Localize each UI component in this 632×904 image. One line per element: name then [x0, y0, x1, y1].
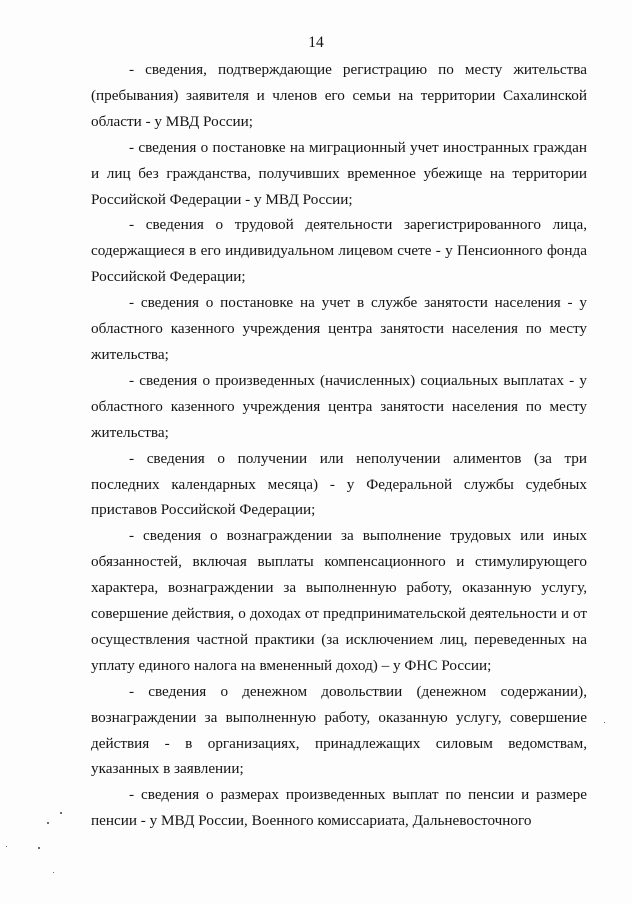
paragraph-alimony: - сведения о получении или неполучении алиментов (за три последних календарных месяца) - у Федеральной службы судебных приставов Российской Федерации;	[91, 449, 587, 519]
page-number: 14	[308, 34, 324, 51]
paragraph-remuneration: - сведения о вознаграждении за выполнение трудовых или иных обязанностей, включая выплаты компенсационного и стимулирующего характера, вознаграждении за выполненную работу, оказанную услугу, совершение действия, о доходах от предпринимательской деятельности и от осуществления частной практики (за исключением лиц, переведенных на уплату единого налога на вмененный доход) – у ФНС России;	[91, 527, 587, 674]
body-text	[91, 57, 587, 834]
paragraph-labor-activity: - сведения о трудовой деятельности зарегистрированного лица, содержащиеся в его индивидуальном лицевом счете - у Пенсионного фонда Российской Федерации;	[91, 216, 587, 286]
scan-speck	[53, 872, 54, 873]
scan-speck	[604, 722, 605, 723]
scan-speck	[60, 812, 62, 814]
paragraph-pension-payments: - сведения о размерах произведенных выплат по пенсии и размере пенсии - у МВД России, Военного комиссариата, Дальневосточного	[91, 786, 587, 830]
paragraph-registration: - сведения, подтверждающие регистрацию по месту жительства (пребывания) заявителя и членов его семьи на территории Сахалинской области - у МВД России;	[91, 61, 587, 130]
paragraph-migration-registration: - сведения о постановке на миграционный учет иностранных граждан и лиц без гражданства, получивших временное убежище на территории Российской Федерации - у МВД России;	[91, 138, 587, 208]
paragraph-monetary-allowance: - сведения о денежном довольствии (денежном содержании), вознаграждении за выполненную работу, оказанную услугу, совершение действия - в организациях, принадлежащих силовым ведомствам, указанных в заявлении;	[91, 682, 587, 778]
paragraph-employment-service: - сведения о постановке на учет в службе занятости населения - у областного казенного учреждения центра занятости населения по месту жительства;	[91, 294, 587, 363]
paragraph-social-payments: - сведения о произведенных (начисленных) социальных выплатах - у областного казенного учреждения центра занятости населения по месту жительства;	[91, 371, 587, 441]
scan-speck	[6, 846, 7, 847]
scan-speck	[47, 822, 49, 824]
scan-speck	[38, 847, 40, 849]
